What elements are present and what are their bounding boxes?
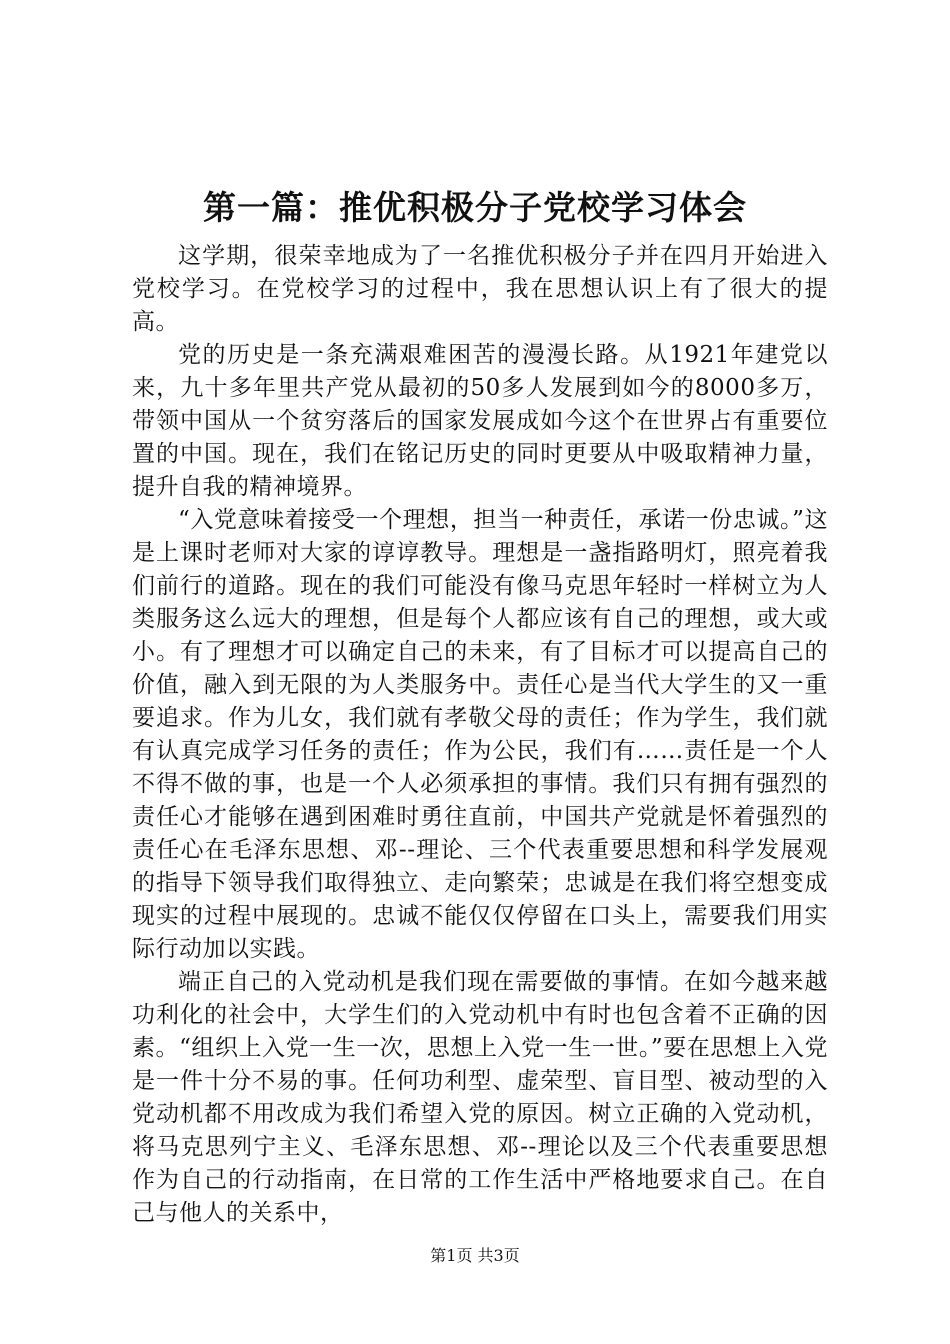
paragraph: 这学期，很荣幸地成为了一名推优积极分子并在四月开始进入党校学习。在党校学习的过程中，我在思想认识上有了很大的提高。 <box>132 243 828 335</box>
document-body <box>132 240 828 1230</box>
paragraph: 党的历史是一条充满艰难困苦的漫漫长路。从1921年建党以来，九十多年里共产党从最初的50多人发展到如今的8000多万，带领中国从一个贫穷落后的国家发展成如今这个在世界占有重要位置的中国。现在，我们在铭记历史的同时更要从中吸取精神力量，提升自我的精神境界。 <box>132 342 828 500</box>
page-number-footer: 第1页 共3页 <box>430 1246 520 1265</box>
paragraph: “入党意味着接受一个理想，担当一种责任，承诺一份忠诚。”这是上课时老师对大家的谆谆教导。理想是一盏指路明灯，照亮着我们前行的道路。现在的我们可能没有像马克思年轻时一样树立为人类服务这么远大的理想，但是每个人都应该有自己的理想，或大或小。有了理想才可以确定自己的未来，有了目标才可以提高自己的价值，融入到无限的为人类服务中。责任心是当代大学生的又一重要追求。作为儿女，我们就有孝敬父母的责任；作为学生，我们就有认真完成学习任务的责任；作为公民，我们有……责任是一个人不得不做的事，也是一个人必须承担的事情。我们只有拥有强烈的责任心才能够在遇到困难时勇往直前，中国共产党就是怀着强烈的责任心在毛泽东思想、邓--理论、三个代表重要思想和科学发展观的指导下领导我们取得独立、走向繁荣；忠诚是在我们将空想变成现实的过程中展现的。忠诚不能仅仅停留在口头上，需要我们用实际行动加以实践。 <box>132 507 828 962</box>
paragraph: 端正自己的入党动机是我们现在需要做的事情。在如今越来越功利化的社会中，大学生们的入党动机中有时也包含着不正确的因素。“组织上入党一生一次，思想上入党一生一世。”要在思想上入党是一件十分不易的事。任何功利型、虚荣型、盲目型、被动型的入党动机都不用改成为我们希望入党的原因。树立正确的入党动机，将马克思列宁主义、毛泽东思想、邓--理论以及三个代表重要思想作为自己的行动指南，在日常的工作生活中严格地要求自己。在自己与他人的关系中， <box>132 969 828 1226</box>
document-title: 第一篇：推优积极分子党校学习体会 <box>203 188 747 227</box>
